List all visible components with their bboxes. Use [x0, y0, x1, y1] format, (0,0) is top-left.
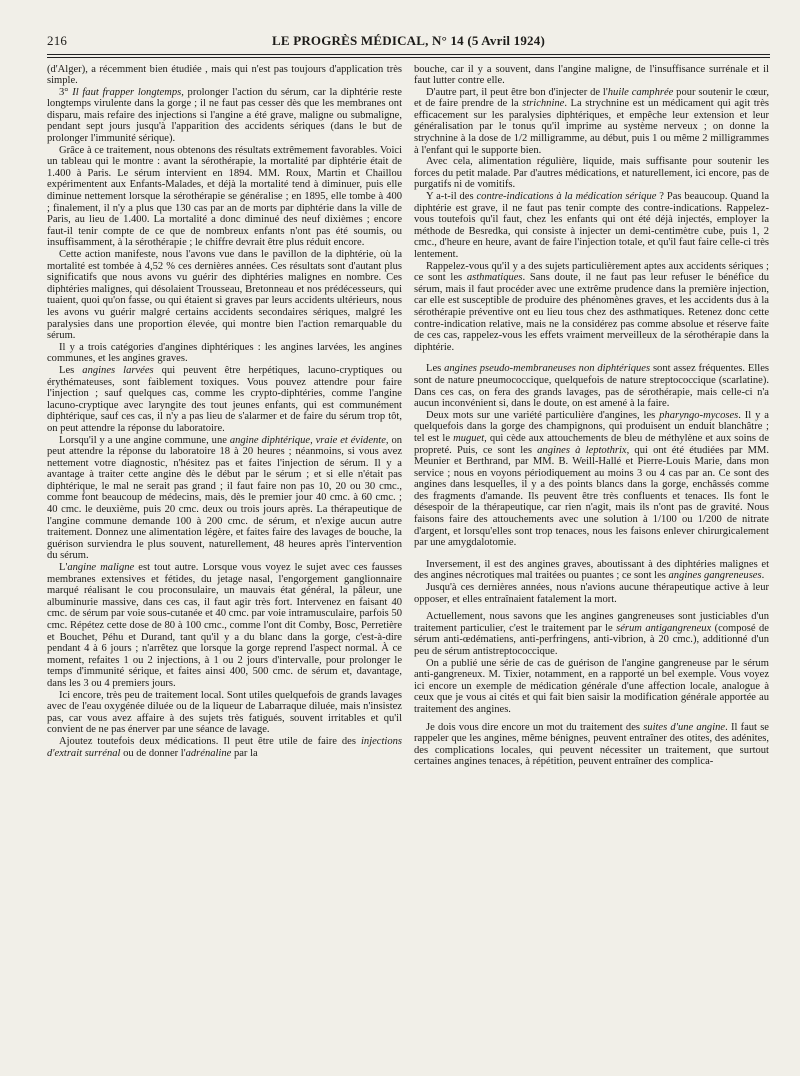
text-columns: [47, 64, 770, 768]
paragraph: bouche, car il y a souvent, dans l'angine maligne, de l'insuffisance surrénale et il faut lutter contre elle.: [414, 63, 769, 87]
paragraph: Grâce à ce traitement, nous obtenons des résultats extrêmement favorables. Voici un tableau qui le montre : avant la sérothérapie, la mortalité par diphtérie était de 1.400 à Paris. Le sérum intervient en 1894. MM. Roux, Martin et Chaillou expérimentent aux Enfants-Malades, et déjà la mortalité tend à diminuer, puis elle diminue nettement lorsque la sérothérapie se généralise ; en 1895, elle tombe à 400 ; finalement, il n'y a plus que 130 cas par an de morts par diphtérie dans la ville de Paris, au lieu de 1.400. La mortalité a donc diminué des neuf dixièmes ; encore faut-il tenir compte de ce que de nombreux enfants n'ont pas été soumis, ou insuffisamment, à la sérothérapie ; le chiffre devrait être plus réduit encore.: [47, 144, 402, 249]
paragraph: Rappelez-vous qu'il y a des sujets particulièrement aptes aux accidents sériques ; ce sont les asthmatiques. Sans doute, il ne faut pas leur refuser le bénéfice du sérum, mais il faut procéder avec une extrême prudence dans la première injection, car elle est susceptible de produire des phénomènes graves, et les accidents dus à la sérothérapie préventive ont eu lieu tous chez des asthmatiques. Retenez donc cette contre-indication relative, mais ne la considérez pas comme absolue et réserve faite de ces cas, rappelez-vous les effets vraiment merveilleux de la sérothérapie dans la diphtérie.: [414, 260, 770, 353]
paragraph: Cette action manifeste, nous l'avons vue dans le pavillon de la diphtérie, où la mortalité est tombée à 4,52 % ces dernières années. Ces résultats sont d'autant plus significatifs que nous avons vu guérir des diphtéries malignes en nombre. Ces diphtéries malignes, qui désolaient Trousseau, Bretonneau et nos prédécesseurs, qui tuaient, quoi qu'on fasse, ou qui étaient si graves par leurs accidents ultérieurs, nous les avons vu guérir malgré certains accidents secondaires sériques, malgré les paralysies dans une proportion élevée, qui montre bien l'action remarquable du sérum.: [47, 249, 402, 342]
paragraph: Avec cela, alimentation régulière, liquide, mais suffisante pour soutenir les forces du petit malade. Par d'autres médications, et naturellement, ici encore, pas de purgatifs ni de vomitifs.: [414, 156, 769, 191]
paragraph: Y a-t-il des contre-indications à la médication sérique ? Pas beaucoup. Quand la diphtérie est grave, il ne faut pas tenir compte des contre-indications. Rappelez-vous toutefois qu'il faut, chez les enfants qui ont été déjà injectés, employer la méthode de Besredka, qui consiste à injecter un demi-centimètre cube, puis 1, 2 cmc., d'heure en heure, avant de faire l'injection totale, et qu'il faut faire celle-ci très lentement.: [414, 191, 770, 260]
paragraph: On a publié une série de cas de guérison de l'angine gangreneuse par le sérum anti-gangreneux. M. Tixier, notamment, en a rapporté un bel exemple. Vous voyez ici encore un exemple de médication générale d'une affection locale, analogue à ceux que je vous ai cités et qui fait bien saisir la modification générale apportée au traitement des angines.: [414, 657, 769, 715]
paragraph: Actuellement, nous savons que les angines gangreneuses sont justiciables d'un traitement particulier, c'est le traitement par le sérum antigangreneux (composé de sérum anti-œdématiens, anti-perfringens, anti-vibrion, à 20 cmc.), additionné d'un peu de sérum antistreptococcique.: [414, 611, 769, 657]
running-head: [47, 30, 770, 50]
paragraph: D'autre part, il peut être bon d'injecter de l'huile camphrée pour soutenir le cœur, et de faire prendre de la strichnine. La strychnine est un médicament qui agit très efficacement sur les paralysies diphtériques, et empêche leur extension et leur généralisation par le tonus qu'il imprime au système nerveux ; on donne la strychnine à la dose de 1/2 milligramme, au début, puis 1 ou même 2 milligrammes à l'enfant qui le supporte bien.: [414, 86, 769, 156]
journal-title: LE PROGRÈS MÉDICAL, N° 14 (5 Avril 1924): [272, 33, 545, 48]
paragraph: Les angines larvées qui peuvent être herpétiques, lacuno-cryptiques ou érythémateuses, sont faiblement toxiques. Vous pouvez attendre pour faire l'injection ; sauf quelques cas, comme les crypto-diphtéries, comme l'angine lacuno-cryptique avec laryngite des tout jeunes enfants, qui est communément diphtérique, sauf ces cas, il n'y a pas lieu de s'alarmer et de faire du sérum trop tôt, on peut attendre la réponse du laboratoire.: [47, 364, 402, 434]
paragraph: Jusqu'à ces dernières années, nous n'avions aucune thérapeutique active à leur opposer, et elles entraînaient fatalement la mort.: [414, 582, 769, 605]
paragraph: Il y a trois catégories d'angines diphtériques : les angines larvées, les angines communes, et les angines graves.: [47, 341, 402, 365]
paragraph: Je dois vous dire encore un mot du traitement des suites d'une angine. Il faut se rappeler que les angines, même bénignes, peuvent entraîner des otites, des adénites, des complications locales, qui peuvent nécessiter un traitement, que surtout certaines angines tenaces, à répétition, peuvent entraîner des complica-: [414, 721, 769, 768]
paragraph: Ajoutez toutefois deux médications. Il peut être utile de faire des injections d'extrait surrénal ou de donner l'adrénaline par la: [47, 735, 402, 759]
paragraph: Ici encore, très peu de traitement local. Sont utiles quelquefois de grands lavages avec de l'eau oxygénée diluée ou de la liqueur de Labarraque diluée, mais n'insistez pas, car vous avez affaire à des sujets très fatigués, souvent irritables et qu'il convient de ne pas énerver par une séance de lavage.: [47, 689, 402, 736]
paragraph: L'angine maligne est tout autre. Lorsque vous voyez le sujet avec ces fausses membranes extensives et fétides, du jetage nasal, l'engorgement ganglionnaire marqué réalisant le cou proconsulaire, un mauvais état général, la pâleur, une albuminurie massive, dans ces cas, il faut agir très fort. Intervenez en faisant 40 cmc. de sérum par voie sous-cutanée et 40 cmc. par voie intramusculaire, parfois 50 cmc. Répétez cette dose de 80 à 100 cmc., comme l'ont dit Comby, Bosc, Perretière et Bouchet, Péhu et Durand, tant qu'il y a du blanc dans la gorge, c'est-à-dire pendant 4 à 6 jours ; n'arrêtez que lorsque la gorge reprend l'aspect normal. À ce moment, refaites 1 ou 2 injections, à 1 ou 2 jours d'intervalle, pour prolonger le temps d'immunité sérique, et faites ainsi 400, 500 cmc. de sérum et, davantage, dans les 3 ou 4 premiers jours.: [47, 562, 402, 689]
page-number: 216: [47, 33, 68, 48]
paragraph: Deux mots sur une variété particulière d'angines, les pharyngo-mycoses. Il y a quelquefois dans la gorge des champignons, qui produisent un enduit blanchâtre ; tel est le muguet, qui cède aux attouchements de bleu de méthylène et aux soins de propreté. Puis, ce sont les angines à leptothrix, qui ont été étudiées par MM. Meunier et Berthrand, par MM. B. Weill-Hallé et Pierre-Louis Marie, dans mon service ; nous en voyons périodiquement au moins 3 ou 4 cas par an. Ce sont des angines dans lesquelles, il y a des points blancs dans la gorge, enchâssés comme des fragments d'amande. Ils peuvent être très confluents et tenaces. Ils font le désespoir de la thérapeutique, car rien n'agit, mais ils n'ont pas de gravité. Nous faisons faire des attouchements avec une solution à 1/100 ou 1/200 de nitrate d'argent, et lorsqu'elles sont trop tenaces, nous les faisons enlever chirurgicalement par une amygdalotomie.: [414, 409, 769, 549]
paragraph: Lorsqu'il y a une angine commune, une angine diphtérique, vraie et évidente, on peut attendre la réponse du laboratoire 18 à 20 heures ; néanmoins, si vous avez nettement votre diagnostic, n'hésitez pas et faites l'injection de sérum. Il y a avantage à traiter cette angine dès le début par le sérum ; et si elle n'était pas diphtérique, le mal ne serait pas grand ; il faut faire non pas 10, 20 ou 30 cmc., comme font beaucoup de médecins, mais, dès le premier jour 40 cmc. à 60 cmc. ; 40 cmc. le deuxième, puis 20 cmc. deux ou trois jours après. La thérapeutique de l'angine commune demande 100 à 200 cmc. de sérum, et n'exige aucun autre traitement. Donnez une alimentation légère, et faites faire des lavages de bouche, la guérison surviendra le plus souvent, naturellement, 48 heures après l'intervention du sérum.: [47, 434, 402, 562]
paragraph: 3° Il faut frapper longtemps, prolonger l'action du sérum, car la diphtérie reste longtemps virulente dans la gorge ; il ne faut pas cesser dès que les membranes ont disparu, mais refaire des injections si l'angine a été grave, maligne ou submaligne, pendant sept jours jusqu'à l'apparition des accidents sériques (dans le but de prolonger l'immunité sérique).: [47, 86, 402, 145]
paragraph: Les angines pseudo-membraneuses non diphtériques sont assez fréquentes. Elles sont de nature pneumococcique, quelquefois de nature streptococcique (scarlatine). Dans ces cas, on fera des grands lavages, pas de sérothérapie, mais celle-ci n'a aucun inconvénient si, dans le doute, on est amené à la faire.: [414, 363, 769, 410]
paragraph: Inversement, il est des angines graves, aboutissant à des diphtéries malignes et des angines nécrotiques mal traitées ou puantes ; ce sont les angines gangreneuses.: [414, 558, 769, 582]
header-rule: [47, 54, 770, 58]
paragraph: (d'Alger), a récemment bien étudiée , mais qui n'est pas toujours d'application très simple.: [47, 63, 402, 87]
right-column: [414, 64, 769, 768]
left-column: [47, 64, 402, 768]
